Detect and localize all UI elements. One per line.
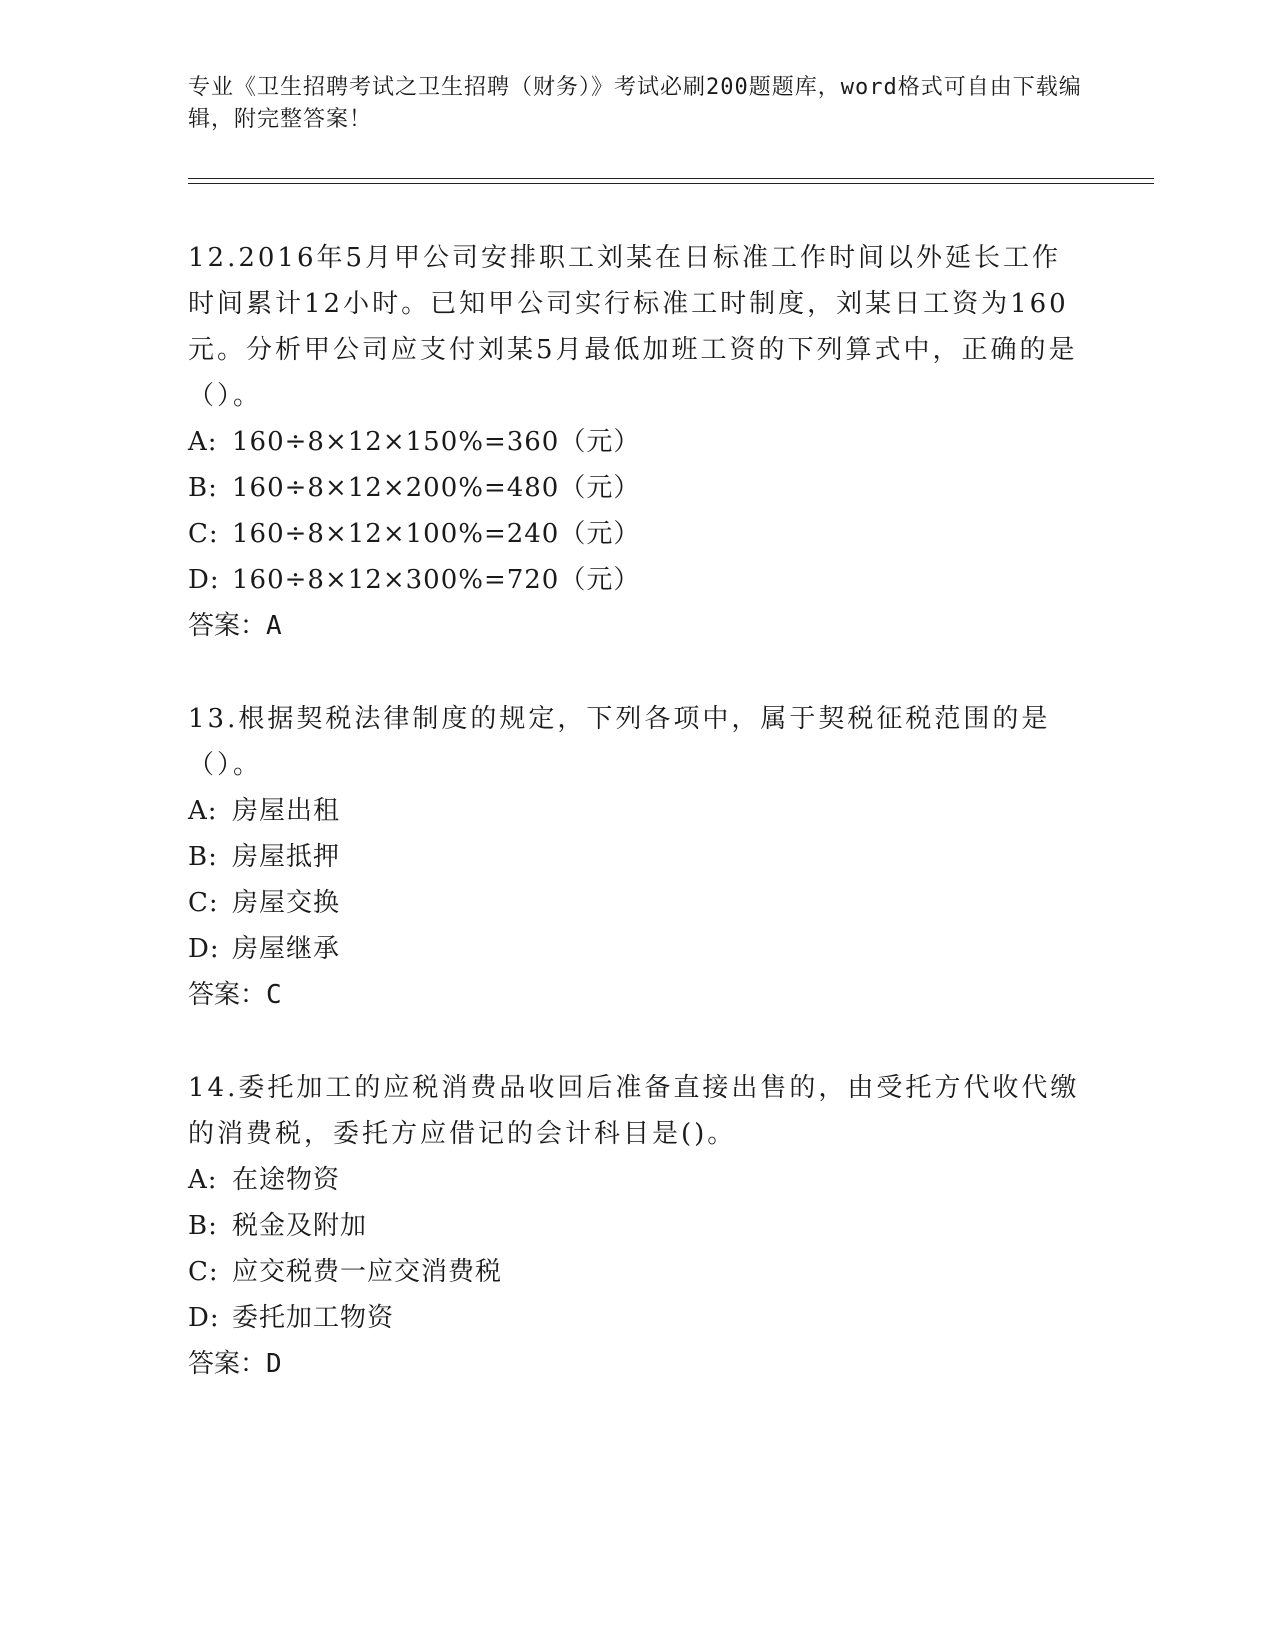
option-letter: A: [188, 796, 218, 826]
header-divider-top [188, 178, 1154, 179]
option-text: 应交税费一应交消费税 [232, 1257, 503, 1287]
option-letter: A: [188, 1165, 218, 1195]
option-a [188, 419, 1088, 465]
option-text: 房屋继承 [232, 934, 341, 964]
option-letter: D: [188, 1303, 220, 1333]
option-text: 房屋交换 [232, 888, 341, 918]
answer-line: 答案：A [188, 611, 282, 641]
header-divider-bottom [188, 183, 1154, 184]
option-text: 在途物资 [232, 1165, 341, 1195]
option-a [188, 788, 1088, 834]
question-stem: 12.2016年5月甲公司安排职工刘某在日标准工作时间以外延长工作时间累计12小时。已知甲公司实行标准工时制度，刘某日工资为160元。分析甲公司应支付刘某5月最低加班工资的下列算式中，正确的是（）。 [188, 243, 1078, 411]
option-a [188, 1157, 1088, 1203]
option-b [188, 1203, 1088, 1249]
option-text: 160÷8×12×200%=480（元） [232, 473, 641, 503]
option-letter: C: [188, 1257, 219, 1287]
option-letter: C: [188, 519, 219, 549]
document-header: 专业《卫生招聘考试之卫生招聘（财务）》考试必刷200题题库，word格式可自由下载编辑，附完整答案！ [188, 75, 1082, 132]
answer-line: 答案：D [188, 1349, 282, 1379]
option-text: 160÷8×12×100%=240（元） [232, 519, 641, 549]
option-letter: D: [188, 934, 220, 964]
option-text: 房屋抵押 [232, 842, 341, 872]
option-d [188, 557, 1088, 603]
question-14 [188, 1065, 1088, 1387]
option-c [188, 1249, 1088, 1295]
option-letter: C: [188, 888, 219, 918]
option-b [188, 465, 1088, 511]
option-c [188, 511, 1088, 557]
question-stem: 13.根据契税法律制度的规定，下列各项中，属于契税征税范围的是（）。 [188, 704, 1051, 780]
option-text: 房屋出租 [232, 796, 341, 826]
option-d [188, 926, 1088, 972]
question-12 [188, 235, 1088, 649]
answer-line: 答案：C [188, 980, 282, 1010]
option-text: 委托加工物资 [232, 1303, 395, 1333]
option-text: 税金及附加 [232, 1211, 368, 1241]
option-letter: B: [188, 473, 218, 503]
option-text: 160÷8×12×150%=360（元） [232, 427, 641, 457]
option-letter: B: [188, 1211, 218, 1241]
question-stem: 14.委托加工的应税消费品收回后准备直接出售的，由受托方代收代缴的消费税，委托方应借记的会计科目是()。 [188, 1073, 1080, 1149]
question-13 [188, 696, 1088, 1018]
option-b [188, 834, 1088, 880]
option-text: 160÷8×12×300%=720（元） [232, 565, 641, 595]
option-letter: D: [188, 565, 220, 595]
question-list [188, 235, 1088, 1434]
option-letter: B: [188, 842, 218, 872]
option-letter: A: [188, 427, 218, 457]
option-c [188, 880, 1088, 926]
option-d [188, 1295, 1088, 1341]
